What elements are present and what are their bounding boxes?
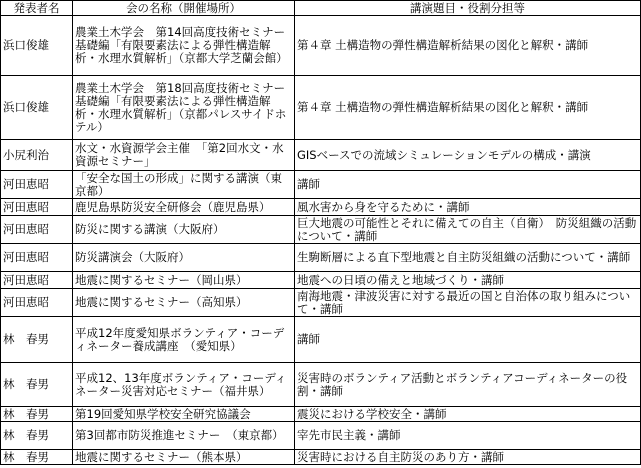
table-row: [1, 422, 641, 450]
table-row: [1, 140, 641, 171]
presenter-cell: 河田恵昭: [1, 289, 73, 317]
role-cell: 震災における学校安全・講師: [295, 407, 641, 422]
presenter-cell: 林 春男: [1, 450, 73, 465]
role-cell: 講師: [295, 171, 641, 199]
event-cell: 「安全な国土の形成」に関する講演（東京都）: [73, 171, 295, 199]
event-cell: 農業土木学会 第18回高度技術セミナー基礎編「有限要素法による弾性構造解析・水理水質解析」（京都パレスサイドホテル）: [73, 76, 295, 140]
presenter-cell: 林 春男: [1, 422, 73, 450]
presenter-cell: 林 春男: [1, 407, 73, 422]
table-row: [1, 363, 641, 407]
role-cell: 第４章 土構造物の弾性構造解析結果の図化と解釈・講師: [295, 16, 641, 76]
role-cell: 地震への日頃の備えと地域づくり・講師: [295, 272, 641, 289]
role-cell: 第４章 土構造物の弾性構造解析結果の図化と解釈・講師: [295, 76, 641, 140]
presenter-cell: 林 春男: [1, 363, 73, 407]
header-event: 会の名称（開催場所）: [73, 1, 295, 16]
role-cell: GISベースでの流域シミュレーションモデルの構成・講演: [295, 140, 641, 171]
presenter-cell: 河田恵昭: [1, 244, 73, 272]
table-row: [1, 16, 641, 76]
role-cell: 南海地震・津波災害に対する最近の国と自治体の取り組みについて・講師: [295, 289, 641, 317]
table-row: [1, 407, 641, 422]
role-cell: 災害時のボランティア活動とボランティアコーディネーターの役割・講師: [295, 363, 641, 407]
role-cell: 風水害から身を守るために・講師: [295, 199, 641, 216]
presenter-cell: 浜口俊雄: [1, 16, 73, 76]
role-cell: 生駒断層による直下型地震と自主防災組織の活動について・講師: [295, 244, 641, 272]
table-row: [1, 289, 641, 317]
event-cell: 水文・水資源学会主催 「第2回水文・水資源セミナー」: [73, 140, 295, 171]
table-row: [1, 216, 641, 244]
table-row: [1, 272, 641, 289]
role-cell: 講師: [295, 317, 641, 363]
table-row: [1, 76, 641, 140]
presenter-cell: 河田恵昭: [1, 272, 73, 289]
role-cell: 災害時における自主防災のあり方・講師: [295, 450, 641, 465]
event-cell: 農業土木学会 第14回高度技術セミナー基礎編「有限要素法による弾性構造解析・水理水質解析」（京都大学芝蘭会館）: [73, 16, 295, 76]
event-cell: 第19回愛知県学校安全研究協議会: [73, 407, 295, 422]
event-cell: 鹿児島県防災安全研修会（鹿児島県）: [73, 199, 295, 216]
header-presenter: 発表者名: [1, 1, 73, 16]
presenter-cell: 小尻利治: [1, 140, 73, 171]
presenter-cell: 浜口俊雄: [1, 76, 73, 140]
event-cell: 地震に関するセミナー（岡山県）: [73, 272, 295, 289]
table-row: [1, 244, 641, 272]
presenter-cell: 河田恵昭: [1, 199, 73, 216]
presenter-cell: 河田恵昭: [1, 216, 73, 244]
table-row: [1, 450, 641, 465]
event-cell: 平成12、13年度ボランティア・コーディネーター災害対応セミナー（福井県）: [73, 363, 295, 407]
table-row: [1, 171, 641, 199]
table-header-row: [1, 1, 641, 16]
event-cell: 地震に関するセミナー（高知県）: [73, 289, 295, 317]
event-cell: 平成12年度愛知県ボランティア・コーディネーター養成講座 （愛知県）: [73, 317, 295, 363]
event-cell: 地震に関するセミナー（熊本県）: [73, 450, 295, 465]
presenter-cell: 林 春男: [1, 317, 73, 363]
table-row: [1, 317, 641, 363]
event-cell: 防災講演会（大阪府）: [73, 244, 295, 272]
event-cell: 防災に関する講演（大阪府）: [73, 216, 295, 244]
header-role: 講演題目・役割分担等: [295, 1, 641, 16]
presenter-cell: 河田恵昭: [1, 171, 73, 199]
role-cell: 宰先市民主義・講師: [295, 422, 641, 450]
event-cell: 第3回都市防災推進セミナー （東京都）: [73, 422, 295, 450]
role-cell: 巨大地震の可能性とそれに備えての自主（自衛） 防災組織の活動について・講師: [295, 216, 641, 244]
table-row: [1, 199, 641, 216]
